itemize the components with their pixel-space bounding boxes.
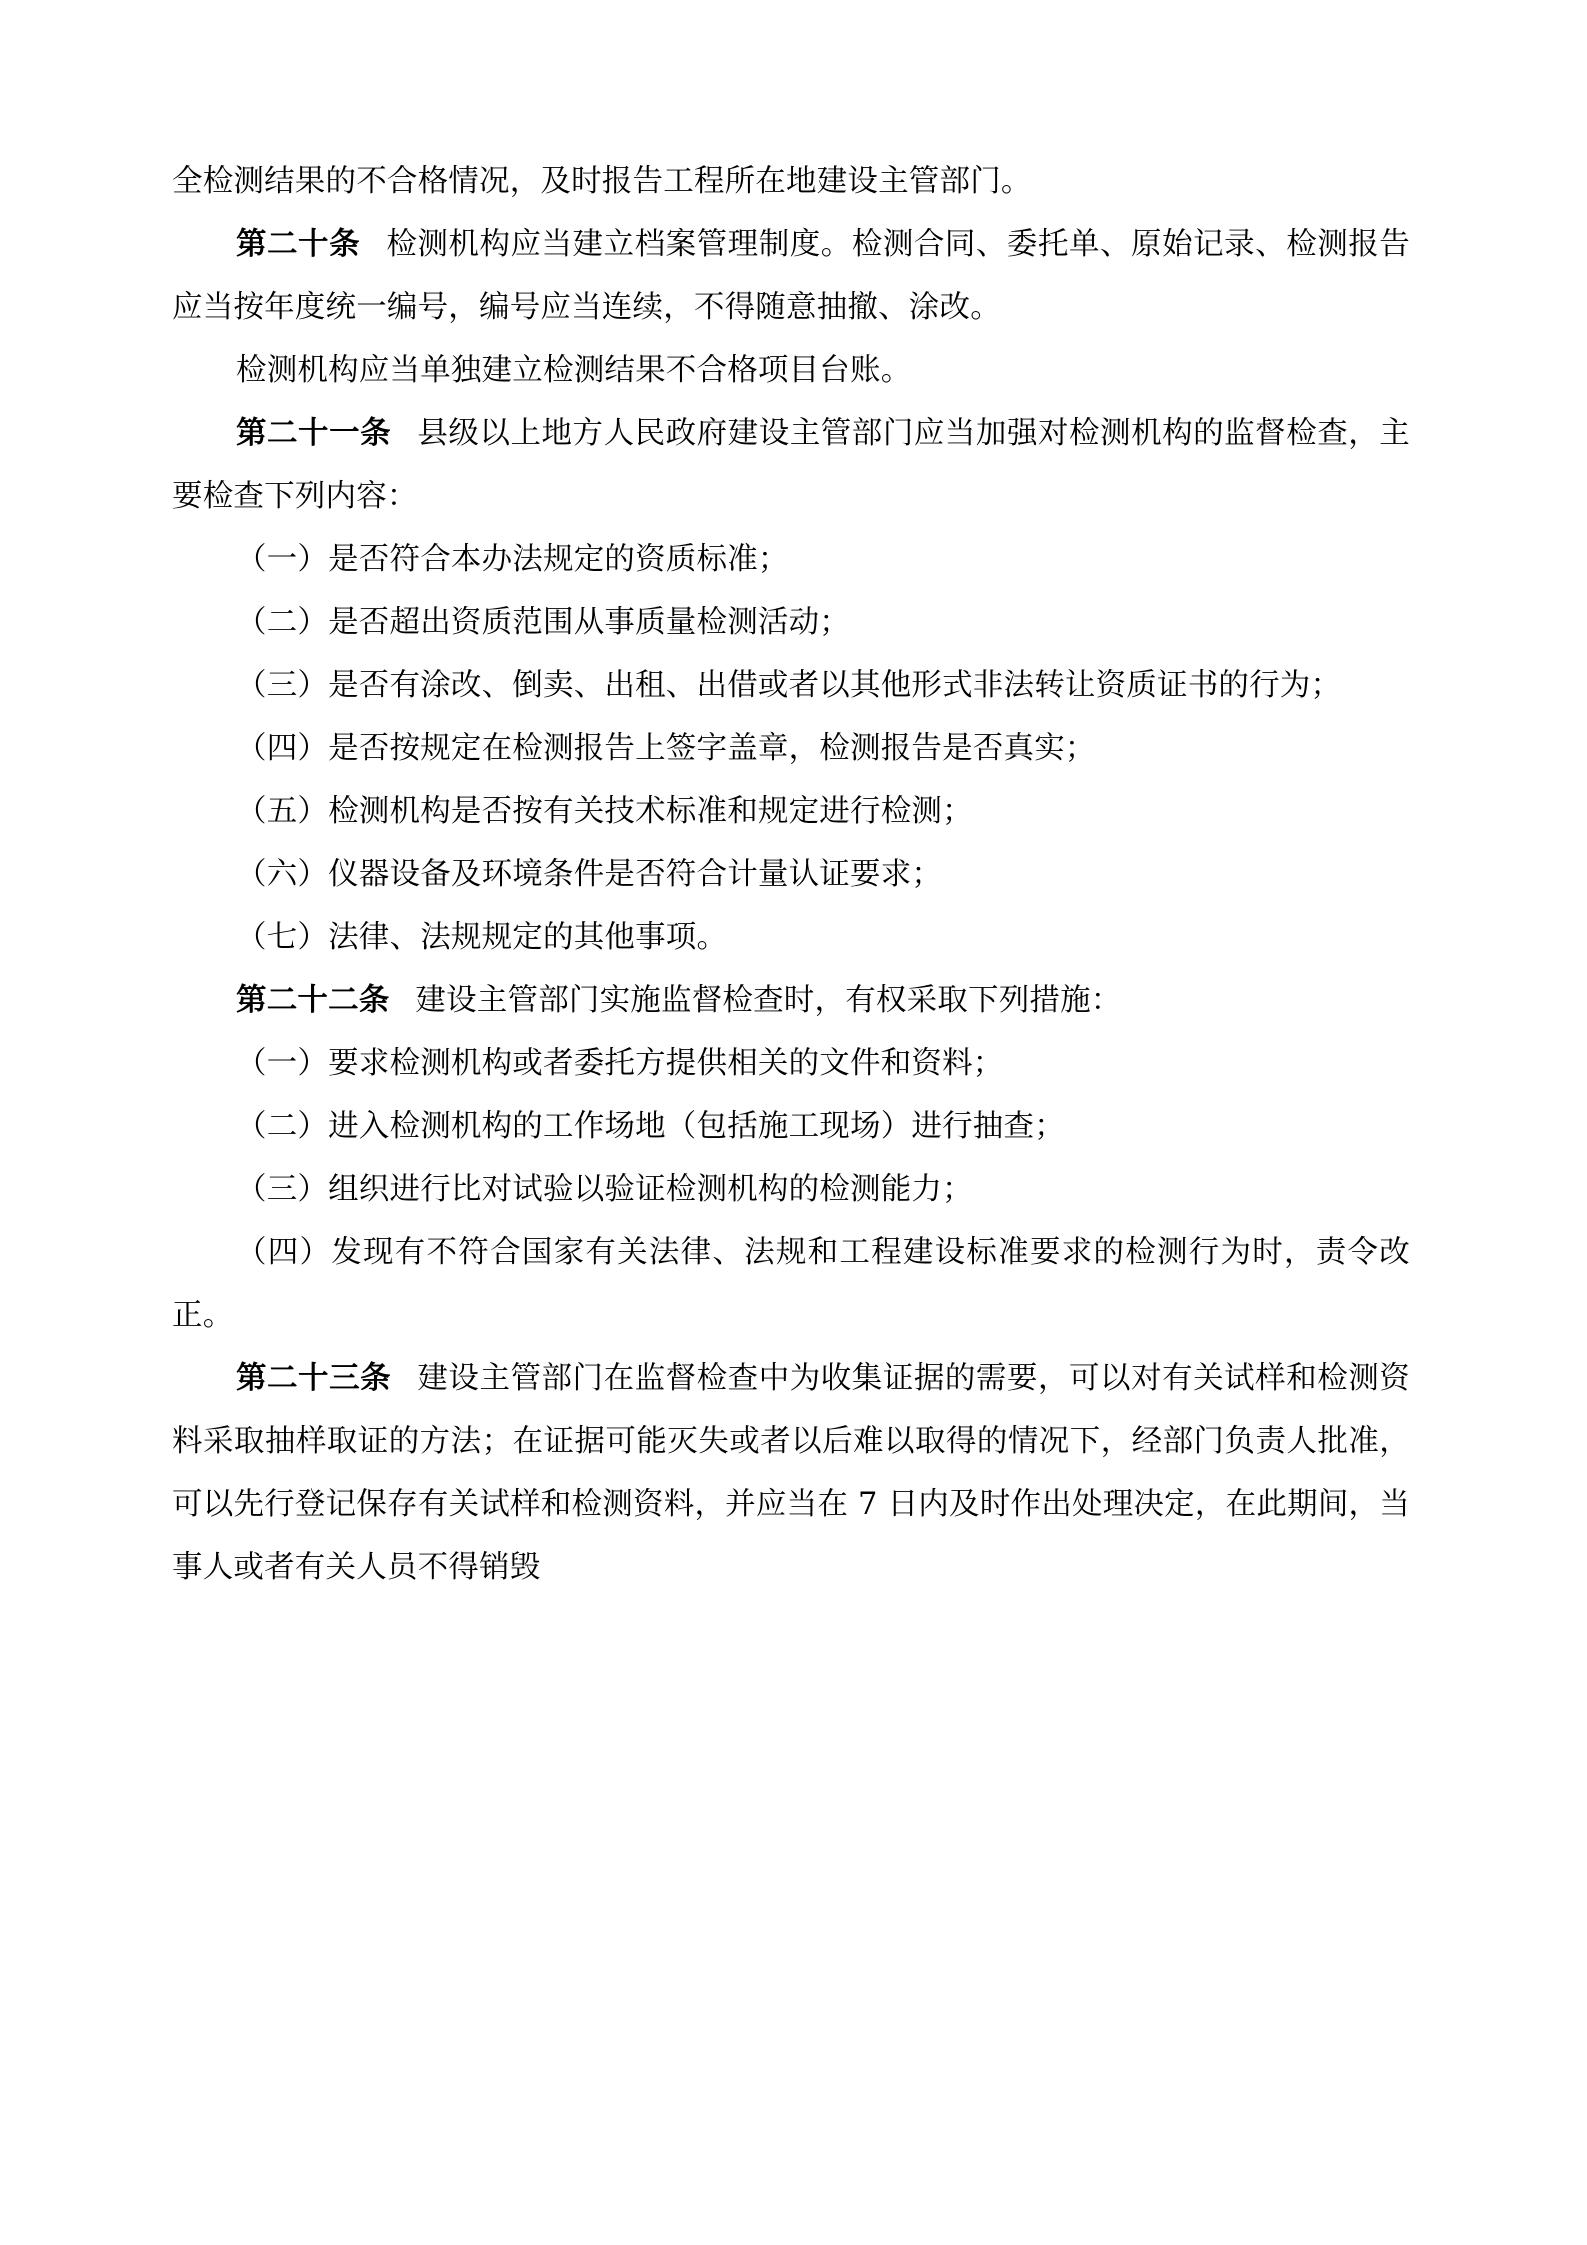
paragraph-text: 检测机构应当建立档案管理制度。检测合同、委托单、原始记录、检测报告应当按年度统一编号，编号应当连续，不得随意抽撤、涂改。 [172, 227, 1410, 325]
paragraph-text: （七）法律、法规规定的其他事项。 [236, 920, 728, 955]
paragraph-text: （五）检测机构是否按有关技术标准和规定进行检测； [236, 794, 973, 829]
paragraph [172, 1347, 1410, 1599]
paragraph-text: （二）是否超出资质范围从事质量检测活动； [236, 605, 850, 640]
paragraph [172, 1032, 1410, 1095]
paragraph [172, 528, 1410, 591]
paragraph [172, 1221, 1410, 1347]
paragraph-text: （六）仪器设备及环境条件是否符合计量认证要求； [236, 857, 943, 892]
paragraph-text: （三）组织进行比对试验以验证检测机构的检测能力； [236, 1172, 973, 1207]
paragraph-text: 全检测结果的不合格情况，及时报告工程所在地建设主管部门。 [172, 164, 1032, 199]
paragraph-text: （二）进入检测机构的工作场地（包括施工现场）进行抽查； [236, 1109, 1065, 1144]
paragraph [172, 1158, 1410, 1221]
paragraph [172, 906, 1410, 969]
paragraph-text: （四）是否按规定在检测报告上签字盖章，检测报告是否真实； [236, 731, 1096, 766]
paragraph [172, 717, 1410, 780]
article-label: 第二十条 [236, 226, 361, 262]
paragraph-text: 县级以上地方人民政府建设主管部门应当加强对检测机构的监督检查，主要检查下列内容： [172, 416, 1410, 514]
paragraph [172, 213, 1410, 339]
paragraph [172, 591, 1410, 654]
paragraph-text: （四）发现有不符合国家有关法律、法规和工程建设标准要求的检测行为时，责令改正。 [172, 1235, 1410, 1333]
paragraph [172, 843, 1410, 906]
paragraph-text: 建设主管部门实施监督检查时，有权采取下列措施： [415, 983, 1122, 1018]
paragraph [172, 402, 1410, 528]
paragraph [172, 780, 1410, 843]
paragraph-text: （一）是否符合本办法规定的资质标准； [236, 542, 789, 577]
paragraph [172, 969, 1410, 1032]
paragraph [172, 150, 1410, 213]
article-label: 第二十三条 [236, 1360, 392, 1396]
paragraph [172, 654, 1410, 717]
article-label: 第二十一条 [236, 415, 392, 451]
paragraph-text: （三）是否有涂改、倒卖、出租、出借或者以其他形式非法转让资质证书的行为； [236, 668, 1342, 703]
article-label: 第二十二条 [236, 982, 390, 1018]
paragraph-text: （一）要求检测机构或者委托方提供相关的文件和资料； [236, 1046, 1004, 1081]
paragraph [172, 339, 1410, 402]
paragraph [172, 1095, 1410, 1158]
document-body [172, 150, 1410, 1599]
paragraph-text: 建设主管部门在监督检查中为收集证据的需要，可以对有关试样和检测资料采取抽样取证的方法；在证据可能灭失或者以后难以取得的情况下，经部门负责人批准，可以先行登记保存有关试样和检测资料，并应当在 7 日内及时作出处理决定，在此期间，当事人或者有关人员不得销毁 [172, 1361, 1410, 1585]
paragraph-text: 检测机构应当单独建立检测结果不合格项目台账。 [236, 353, 912, 388]
